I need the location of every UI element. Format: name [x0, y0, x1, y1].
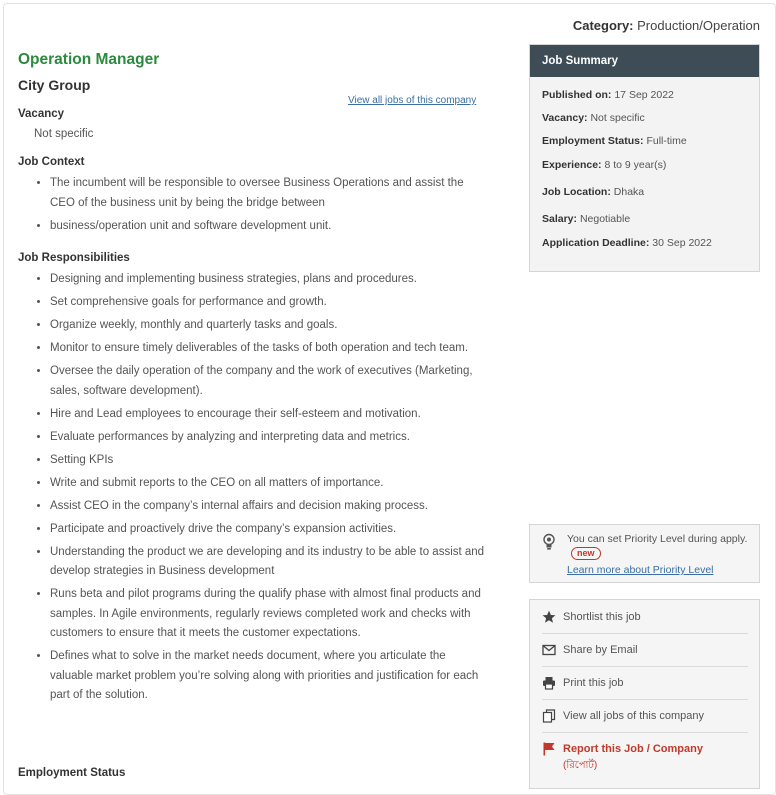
list-item: • Designing and implementing business strategies, plans and procedures.: [50, 270, 490, 290]
summary-location: [542, 186, 644, 198]
summary-experience: [542, 159, 666, 171]
list-item: • business/operation unit and software development unit.: [50, 217, 490, 237]
flag-icon: [542, 742, 556, 756]
list-item: • Assist CEO in the company’s internal affairs and decision making process.: [50, 497, 490, 517]
list-item: • Set comprehensive goals for performance and growth.: [50, 293, 490, 313]
shortlist-label: Shortlist this job: [563, 611, 641, 623]
share-email-button[interactable]: [542, 633, 748, 667]
envelope-icon: [542, 643, 556, 657]
view-all-jobs-label: View all jobs of this company: [563, 710, 705, 722]
priority-text-wrap: [567, 532, 752, 560]
summary-value: Dhaka: [613, 186, 645, 198]
summary-label: Application Deadline:: [542, 237, 650, 249]
job-main-content: [18, 50, 490, 709]
list-item: • Hire and Lead employees to encourage their self-esteem and motivation.: [50, 405, 490, 425]
job-actions-card: [529, 599, 760, 789]
job-title: Operation Manager: [18, 51, 160, 68]
print-button[interactable]: [542, 666, 748, 700]
list-item: • Oversee the daily operation of the company and the work of executives (Marketing, sales, software development).: [50, 362, 490, 401]
summary-value: Not specific: [590, 112, 645, 124]
list-item: • The incumbent will be responsible to oversee Business Operations and assist the CEO of the business unit by being the bridge between: [50, 174, 490, 213]
summary-label: Published on:: [542, 89, 612, 101]
copy-icon: [542, 709, 556, 723]
summary-label: Experience:: [542, 159, 602, 171]
report-bangla-label: (রিপোর্ট): [563, 760, 598, 771]
list-item: • Understanding the product we are developing and its industry to be able to assist and develop strategies in Business development: [50, 543, 490, 582]
summary-value: 30 Sep 2022: [652, 237, 712, 249]
list-item: • Defines what to solve in the market needs document, where you articulate the valuable market problem you’re solving along with priorities and justification for each part of the solution.: [50, 647, 490, 706]
summary-salary: [542, 213, 630, 225]
company-name: City Group: [18, 77, 91, 93]
summary-value: 8 to 9 year(s): [604, 159, 667, 171]
category-value: Production/Operation: [637, 18, 760, 33]
summary-label: Salary:: [542, 213, 578, 225]
job-context-list: [18, 174, 490, 236]
category-label: Category:: [572, 18, 634, 33]
summary-value: Negotiable: [579, 213, 631, 225]
summary-employment-status: [542, 135, 687, 147]
list-item: • Write and submit reports to the CEO on all matters of importance.: [50, 474, 490, 494]
print-label: Print this job: [563, 677, 624, 689]
list-item: • Organize weekly, monthly and quarterly tasks and goals.: [50, 316, 490, 336]
summary-label: Job Location:: [542, 186, 611, 198]
job-summary-title: Job Summary: [530, 45, 759, 77]
job-responsibilities-list: [18, 270, 490, 706]
employment-status-heading: Employment Status: [18, 767, 126, 779]
report-label: Report this Job / Company: [563, 743, 703, 755]
summary-label: Vacancy:: [542, 112, 588, 124]
report-job-button[interactable]: [542, 732, 748, 771]
printer-icon: [542, 676, 556, 690]
list-item: • Setting KPIs: [50, 451, 490, 471]
priority-learn-more-link[interactable]: Learn more about Priority Level: [567, 564, 714, 576]
list-item: • Monitor to ensure timely deliverables of the tasks of both operation and tech team.: [50, 339, 490, 359]
summary-value: Full-time: [646, 135, 687, 147]
category-line: [573, 18, 760, 33]
priority-text: You can set Priority Level during apply.: [567, 533, 748, 545]
summary-published: [542, 89, 674, 101]
summary-vacancy: [542, 112, 645, 124]
vacancy-heading: Vacancy: [18, 108, 65, 120]
job-summary-card: [529, 44, 760, 272]
view-all-jobs-button[interactable]: [542, 699, 748, 733]
job-context-heading: Job Context: [18, 156, 85, 168]
share-email-label: Share by Email: [563, 644, 638, 656]
list-item: • Runs beta and pilot programs during the qualify phase with almost final products and samples. In Agile environments, regularly reviews completed work and checks with customers to ensure that it meets the customer expectations.: [50, 585, 490, 644]
priority-level-notice: [529, 524, 760, 583]
lightbulb-icon: [542, 533, 556, 556]
star-icon: [542, 610, 556, 624]
summary-value: 17 Sep 2022: [614, 89, 674, 101]
shortlist-button[interactable]: [542, 600, 748, 634]
summary-deadline: [542, 237, 712, 249]
job-responsibilities-heading: Job Responsibilities: [18, 252, 130, 264]
list-item: • Evaluate performances by analyzing and interpreting data and metrics.: [50, 428, 490, 448]
list-item: • Participate and proactively drive the company’s expansion activities.: [50, 520, 490, 540]
summary-label: Employment Status:: [542, 135, 644, 147]
view-all-jobs-link[interactable]: View all jobs of this company: [348, 95, 477, 106]
vacancy-value: Not specific: [34, 128, 94, 140]
new-badge: new: [571, 547, 601, 560]
